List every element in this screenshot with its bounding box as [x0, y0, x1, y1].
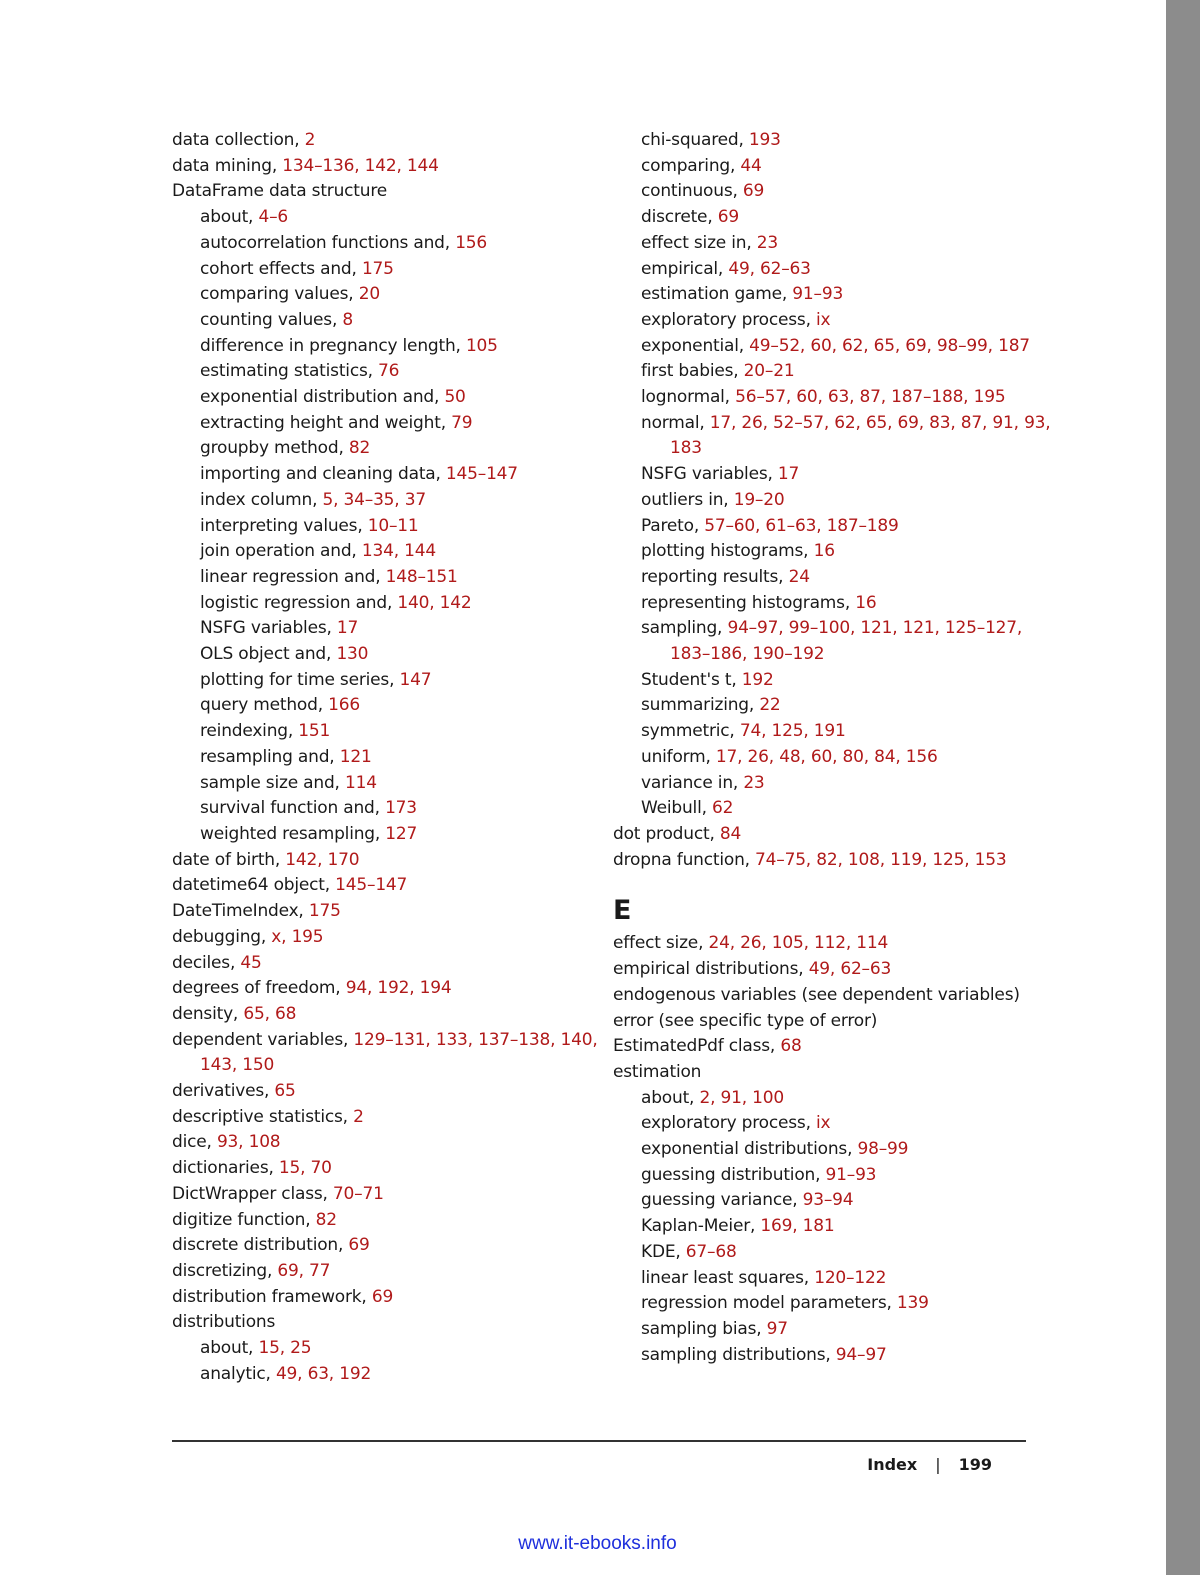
page-reference-link[interactable]: 62	[712, 798, 734, 819]
index-subentry	[613, 128, 1053, 154]
index-term: empirical distributions,	[613, 959, 809, 980]
page-reference-link[interactable]: 175	[308, 901, 341, 922]
page-reference-link[interactable]: 140, 142	[397, 592, 472, 613]
index-term: groupby method,	[200, 438, 349, 459]
index-entry	[613, 1009, 1053, 1035]
index-term: survival function and,	[200, 798, 386, 819]
page-reference-link[interactable]: 139	[896, 1293, 929, 1314]
page-reference-link[interactable]: 94, 192, 194	[345, 978, 452, 999]
index-term: continuous,	[641, 181, 743, 202]
index-term: logistic regression and,	[200, 592, 398, 613]
page-reference-link[interactable]: 173	[385, 798, 417, 819]
index-subentry	[172, 616, 612, 642]
index-entry	[172, 1028, 612, 1079]
index-subentry	[613, 205, 1053, 231]
index-column-left	[172, 128, 612, 1387]
page-reference-link[interactable]: 65, 68	[243, 1003, 297, 1024]
index-subentry	[613, 719, 1053, 745]
page-reference-link[interactable]: 151	[298, 721, 331, 742]
page-reference-link[interactable]: 57–60, 61–63, 187–189	[704, 515, 899, 536]
page-reference-link[interactable]: 24	[788, 566, 810, 587]
index-subentry	[172, 231, 612, 257]
index-entry	[172, 154, 612, 180]
page-reference-link[interactable]: 2	[304, 130, 316, 150]
index-entry	[613, 1034, 1053, 1060]
page-reference-link[interactable]: 65	[274, 1081, 296, 1102]
page-reference-link[interactable]: 10–11	[367, 515, 419, 536]
page-reference-link[interactable]: 82	[315, 1209, 337, 1230]
index-term: discretizing,	[172, 1260, 278, 1281]
index-subentry	[613, 1291, 1053, 1317]
page-reference-link[interactable]: 84	[719, 823, 742, 844]
index-term: lognormal,	[641, 387, 736, 408]
index-term: linear regression and,	[200, 566, 386, 587]
index-term: derivatives,	[172, 1081, 275, 1102]
index-term: digitize function,	[172, 1209, 316, 1230]
index-term: about,	[641, 1087, 700, 1108]
index-subentry	[172, 1362, 612, 1388]
page-reference-link[interactable]: ix	[816, 1113, 831, 1134]
index-term: estimating statistics,	[200, 361, 379, 382]
index-term: OLS object and,	[200, 644, 337, 665]
index-subentry	[613, 1111, 1053, 1137]
index-entry	[172, 1259, 612, 1285]
index-term: estimation game,	[641, 284, 793, 305]
page-reference-link[interactable]: 97	[766, 1318, 788, 1339]
index-term: join operation and,	[200, 541, 362, 562]
page-reference-link[interactable]: 145–147	[445, 464, 518, 485]
index-term: KDE,	[641, 1241, 686, 1262]
page-reference-link[interactable]: 130	[336, 644, 369, 665]
index-term: plotting histograms,	[641, 541, 814, 562]
index-term: sampling bias,	[641, 1318, 767, 1339]
index-subentry	[172, 436, 612, 462]
index-term: endogenous variables (see dependent variables)	[613, 984, 1020, 1005]
index-term: autocorrelation functions and,	[200, 232, 456, 253]
index-term: NSFG variables,	[200, 618, 337, 639]
index-term: debugging,	[172, 926, 272, 947]
index-subentry	[613, 308, 1053, 334]
page-reference-link[interactable]: 76	[378, 361, 400, 382]
index-term: first babies,	[641, 361, 744, 382]
footer-section-label: Index	[867, 1455, 918, 1474]
index-subentry	[613, 334, 1053, 360]
index-subentry	[613, 411, 1053, 462]
index-term: index column,	[200, 489, 323, 510]
index-entry	[172, 925, 612, 951]
page-reference-link[interactable]: 17, 26, 48, 60, 80, 84, 156	[715, 746, 938, 767]
index-subentry	[613, 771, 1053, 797]
index-term: summarizing,	[641, 695, 760, 716]
page-reference-link[interactable]: 129–131, 133, 137–138, 140, 143, 150	[200, 1029, 598, 1076]
index-term: data mining,	[172, 155, 283, 176]
page-reference-link[interactable]: 134, 144	[361, 541, 436, 562]
index-entry	[172, 848, 612, 874]
page-reference-link[interactable]: 5, 34–35, 37	[322, 489, 426, 510]
index-subentry	[613, 565, 1053, 591]
index-subentry	[613, 231, 1053, 257]
index-subentry	[172, 308, 612, 334]
page-reference-link[interactable]: 16	[855, 592, 877, 613]
index-term: Student's t,	[641, 669, 742, 690]
index-term: empirical,	[641, 258, 729, 279]
index-subentry	[172, 565, 612, 591]
page-reference-link[interactable]: 44	[740, 155, 762, 176]
index-subentry	[613, 1343, 1053, 1369]
index-term: deciles,	[172, 952, 241, 973]
page-reference-link[interactable]: 166	[328, 695, 360, 716]
page-reference-link[interactable]: 70–71	[332, 1183, 384, 1204]
index-term: distributions	[172, 1312, 276, 1333]
index-subentry	[172, 796, 612, 822]
index-subentry	[172, 334, 612, 360]
index-subentry	[613, 488, 1053, 514]
index-term: resampling and,	[200, 746, 340, 767]
page-reference-link[interactable]: 74–75, 82, 108, 119, 125, 153	[755, 849, 1007, 870]
index-entry	[613, 822, 1053, 848]
index-entry	[613, 957, 1053, 983]
index-term: datetime64 object,	[172, 875, 336, 896]
index-subentry	[172, 642, 612, 668]
page-reference-link[interactable]: 114	[344, 772, 377, 793]
page-reference-link[interactable]: 2	[353, 1106, 364, 1127]
page-reference-link[interactable]: 121	[339, 746, 372, 767]
index-term: NSFG variables,	[641, 464, 778, 485]
index-subentry	[613, 462, 1053, 488]
footer-separator: |	[935, 1455, 941, 1474]
index-subentry	[613, 1240, 1053, 1266]
page-reference-link[interactable]: 175	[361, 258, 394, 279]
index-term: Kaplan-Meier,	[641, 1216, 761, 1237]
page-reference-link[interactable]: 45	[240, 952, 262, 973]
index-entry	[172, 1156, 612, 1182]
index-subentry	[172, 462, 612, 488]
index-term: dictionaries,	[172, 1158, 279, 1179]
watermark-link[interactable]: www.it-ebooks.info	[518, 1533, 677, 1554]
index-term: discrete,	[641, 207, 718, 228]
index-entry	[172, 1208, 612, 1234]
page-reference-link[interactable]: 20	[358, 284, 380, 305]
index-subentry	[613, 1317, 1053, 1343]
index-subentry	[172, 514, 612, 540]
index-entry	[172, 1233, 612, 1259]
index-term: dot product,	[613, 823, 720, 844]
index-term: discrete distribution,	[172, 1235, 349, 1256]
page-reference-link[interactable]: 69	[348, 1235, 370, 1256]
index-subentry	[613, 1266, 1053, 1292]
index-subentry	[172, 205, 612, 231]
page-reference-link[interactable]: 120–122	[814, 1267, 887, 1288]
page-reference-link[interactable]: 50	[444, 387, 466, 408]
index-term: effect size in,	[641, 232, 757, 253]
index-subentry	[172, 488, 612, 514]
index-term: descriptive statistics,	[172, 1106, 354, 1127]
index-subentry	[172, 668, 612, 694]
page-reference-link[interactable]: 23	[756, 232, 779, 253]
page-reference-link[interactable]: 19–20	[733, 489, 785, 510]
index-subentry	[172, 771, 612, 797]
page-reference-link[interactable]: 69, 77	[277, 1260, 331, 1281]
index-subentry	[172, 385, 612, 411]
index-subentry	[172, 411, 612, 437]
index-term: date of birth,	[172, 849, 286, 870]
page-reference-link[interactable]: 93–94	[802, 1190, 854, 1211]
index-term: Weibull,	[641, 798, 713, 819]
page-reference-link[interactable]: 15, 25	[258, 1338, 312, 1359]
page-reference-link[interactable]: 17	[777, 464, 800, 485]
index-entry	[613, 931, 1053, 957]
index-subentry	[613, 154, 1053, 180]
page-reference-link[interactable]: 91–93	[825, 1164, 877, 1185]
index-term: EstimatedPdf class,	[613, 1036, 781, 1057]
index-term: variance in,	[641, 772, 744, 793]
index-term: counting values,	[200, 309, 343, 330]
page-reference-link[interactable]: x, 195	[271, 926, 324, 947]
index-term: representing histograms,	[641, 592, 856, 613]
page-reference-link[interactable]: 2, 91, 100	[699, 1087, 784, 1108]
page-reference-link[interactable]: 147	[399, 669, 432, 690]
page-reference-link[interactable]: 49, 62–63	[728, 258, 811, 279]
index-subentry	[172, 693, 612, 719]
index-entry	[172, 976, 612, 1002]
index-column-right	[613, 128, 1053, 1368]
index-entry	[172, 1130, 612, 1156]
page-reference-link[interactable]: 94–97, 99–100, 121, 121, 125–127, 183–186, 190–192	[670, 618, 1023, 665]
page-reference-link[interactable]: 49–52, 60, 62, 65, 69, 98–99, 187	[749, 335, 1030, 356]
index-subentry	[613, 1214, 1053, 1240]
page-reference-link[interactable]: 22	[759, 695, 781, 716]
index-term: DateTimeIndex,	[172, 901, 309, 922]
index-entry	[613, 848, 1053, 874]
index-subentry	[172, 822, 612, 848]
page-reference-link[interactable]: 17, 26, 52–57, 62, 65, 69, 83, 87, 91, 93, 183	[670, 412, 1051, 459]
page-reference-link[interactable]: 23	[743, 772, 765, 793]
index-subentry	[172, 1336, 612, 1362]
index-entry	[172, 128, 612, 154]
index-entry	[172, 1105, 612, 1131]
index-term: normal,	[641, 412, 710, 433]
page-reference-link[interactable]: 4–6	[258, 207, 289, 228]
page-footer	[867, 1455, 992, 1474]
index-term: density,	[172, 1003, 244, 1024]
index-subentry	[613, 1086, 1053, 1112]
index-term: difference in pregnancy length,	[200, 335, 466, 356]
page-reference-link[interactable]: 142, 170	[285, 849, 360, 870]
index-entry	[172, 1285, 612, 1311]
index-list-e	[613, 931, 1053, 1368]
index-subentry	[613, 1188, 1053, 1214]
index-subentry	[613, 693, 1053, 719]
index-subentry	[613, 257, 1053, 283]
index-term: analytic,	[200, 1363, 276, 1384]
page-reference-link[interactable]: 94–97	[835, 1344, 887, 1365]
page-reference-link[interactable]: 79	[451, 412, 473, 433]
page-reference-link[interactable]: 82	[348, 438, 371, 459]
page-reference-link[interactable]: 93, 108	[216, 1132, 281, 1153]
index-list-d-continued	[613, 128, 1053, 873]
index-entry	[172, 1182, 612, 1208]
index-term: extracting height and weight,	[200, 412, 452, 433]
index-term: dice,	[172, 1132, 217, 1153]
index-subentry	[613, 668, 1053, 694]
page-reference-link[interactable]: ix	[816, 309, 831, 330]
index-term: regression model parameters,	[641, 1293, 897, 1314]
index-term: weighted resampling,	[200, 823, 386, 844]
index-term: linear least squares,	[641, 1267, 815, 1288]
index-term: uniform,	[641, 746, 716, 767]
index-term: guessing distribution,	[641, 1164, 826, 1185]
index-term: DictWrapper class,	[172, 1183, 333, 1204]
index-subentry	[613, 1137, 1053, 1163]
index-subentry	[172, 719, 612, 745]
index-subentry	[172, 539, 612, 565]
page-reference-link[interactable]: 24, 26, 105, 112, 114	[708, 933, 889, 954]
index-subentry	[172, 282, 612, 308]
page-edge-strip	[1166, 0, 1200, 1575]
index-entry	[172, 951, 612, 977]
page-reference-link[interactable]: 74, 125, 191	[739, 721, 846, 742]
index-term: comparing,	[641, 155, 741, 176]
page-reference-link[interactable]: 156	[455, 232, 488, 253]
index-term: dependent variables,	[172, 1029, 354, 1050]
index-term: exponential,	[641, 335, 750, 356]
page-reference-link[interactable]: 67–68	[685, 1241, 737, 1262]
index-subentry	[613, 796, 1053, 822]
page-reference-link[interactable]: 145–147	[335, 875, 408, 896]
index-entry	[172, 1310, 612, 1336]
page-reference-link[interactable]: 15, 70	[278, 1158, 332, 1179]
index-entry	[172, 1002, 612, 1028]
index-term: estimation	[613, 1061, 702, 1082]
page-reference-link[interactable]: 69	[717, 207, 739, 228]
index-term: exponential distributions,	[641, 1139, 858, 1160]
footer-rule	[172, 1440, 1026, 1442]
index-term: exploratory process,	[641, 1113, 816, 1134]
index-subentry	[613, 179, 1053, 205]
index-subentry	[613, 514, 1053, 540]
page-reference-link[interactable]: 20–21	[743, 361, 795, 382]
index-term: sample size and,	[200, 772, 345, 793]
page-reference-link[interactable]: 98–99	[857, 1139, 909, 1160]
index-subentry	[172, 359, 612, 385]
index-entry	[613, 983, 1053, 1009]
index-subentry	[613, 359, 1053, 385]
page-reference-link[interactable]: 49, 62–63	[808, 959, 892, 980]
page-reference-link[interactable]: 8	[342, 309, 353, 330]
page-reference-link[interactable]: 56–57, 60, 63, 87, 187–188, 195	[735, 387, 1006, 408]
page-reference-link[interactable]: 148–151	[385, 566, 458, 587]
index-subentry	[172, 257, 612, 283]
page-reference-link[interactable]: 49, 63, 192	[275, 1363, 372, 1384]
index-term: Pareto,	[641, 515, 705, 536]
index-entry	[172, 873, 612, 899]
index-entry	[613, 1060, 1053, 1086]
page-reference-link[interactable]: 134–136, 142, 144	[282, 155, 439, 176]
index-term: importing and cleaning data,	[200, 464, 446, 485]
index-entry	[172, 899, 612, 925]
page-reference-link[interactable]: 127	[385, 823, 418, 844]
index-term: sampling distributions,	[641, 1344, 836, 1365]
page-reference-link[interactable]: 91–93	[792, 284, 844, 305]
page-reference-link[interactable]: 69	[371, 1286, 394, 1307]
index-subentry	[613, 282, 1053, 308]
page-reference-link[interactable]: 69	[742, 181, 765, 202]
index-subentry	[172, 591, 612, 617]
index-term: exploratory process,	[641, 309, 816, 330]
page-reference-link[interactable]: 193	[748, 130, 781, 150]
index-entry	[172, 179, 612, 205]
page-reference-link[interactable]: 105	[465, 335, 498, 356]
section-heading-e: E	[613, 895, 632, 927]
index-term: reporting results,	[641, 566, 789, 587]
index-term: guessing variance,	[641, 1190, 803, 1211]
index-entry	[172, 1079, 612, 1105]
index-term: plotting for time series,	[200, 669, 400, 690]
index-subentry	[613, 539, 1053, 565]
index-term: data collection,	[172, 130, 305, 150]
index-subentry	[613, 745, 1053, 771]
index-subentry	[172, 745, 612, 771]
index-term: about,	[200, 207, 259, 228]
index-term: distribution framework,	[172, 1286, 372, 1307]
page-reference-link[interactable]: 169, 181	[760, 1216, 835, 1237]
index-subentry	[613, 591, 1053, 617]
page-reference-link[interactable]: 68	[780, 1036, 802, 1057]
index-term: query method,	[200, 695, 329, 716]
page-reference-link[interactable]: 17	[336, 618, 359, 639]
index-term: chi-squared,	[641, 130, 749, 150]
index-term: effect size,	[613, 933, 709, 954]
index-subentry	[613, 1163, 1053, 1189]
index-subentry	[613, 385, 1053, 411]
page-reference-link[interactable]: 192	[741, 669, 774, 690]
page-reference-link[interactable]: 16	[813, 541, 835, 562]
index-term: interpreting values,	[200, 515, 368, 536]
index-term: reindexing,	[200, 721, 299, 742]
index-subentry	[613, 616, 1053, 667]
index-term: degrees of freedom,	[172, 978, 346, 999]
index-term: comparing values,	[200, 284, 359, 305]
index-term: DataFrame data structure	[172, 181, 388, 202]
index-term: about,	[200, 1338, 259, 1359]
index-term: sampling,	[641, 618, 728, 639]
index-term: error (see specific type of error)	[613, 1010, 878, 1031]
index-term: dropna function,	[613, 849, 756, 870]
index-term: symmetric,	[641, 721, 740, 742]
index-term: exponential distribution and,	[200, 387, 445, 408]
footer-page-number: 199	[958, 1455, 992, 1474]
index-term: outliers in,	[641, 489, 734, 510]
index-term: cohort effects and,	[200, 258, 362, 279]
